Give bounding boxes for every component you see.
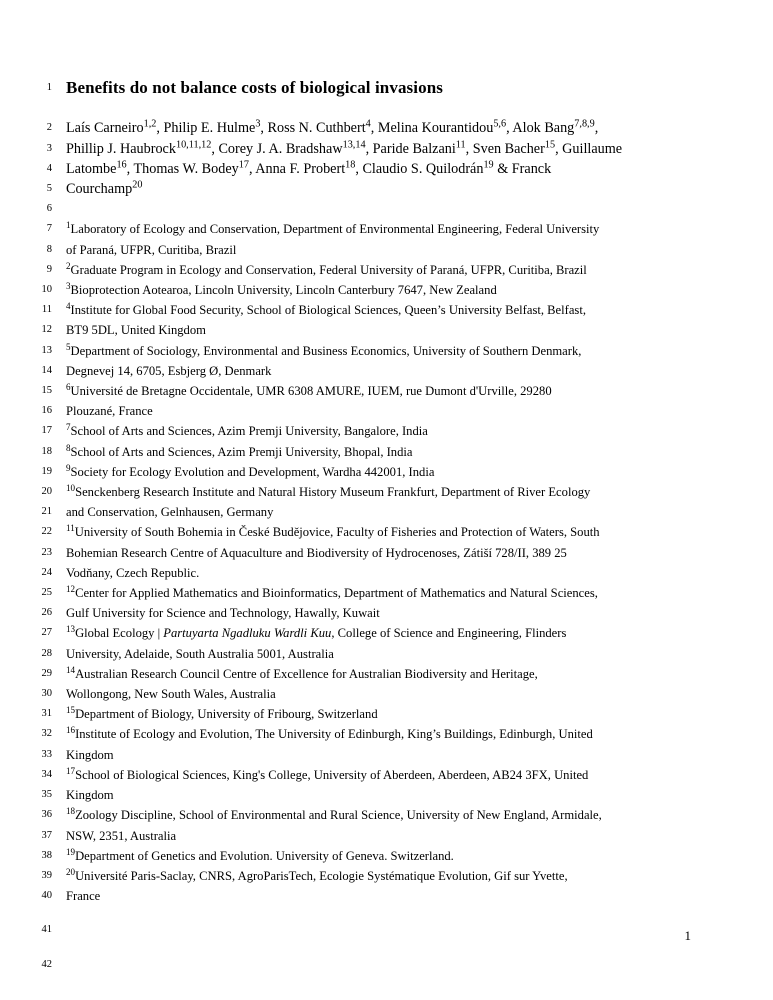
- line-number: 35: [41, 789, 52, 801]
- affiliation-line: [66, 826, 773, 846]
- affiliation-marker: 15: [544, 138, 556, 150]
- line-number: 9: [46, 263, 52, 275]
- plain-text: , Alok Bang: [506, 120, 575, 137]
- affiliation-line: [66, 785, 773, 805]
- plain-text: Laboratory of Ecology and Conservation, Department of Environmental Engineering, Federal University: [70, 222, 600, 237]
- text-line: [0, 664, 773, 684]
- text-line: [0, 805, 773, 825]
- line-number: 4: [46, 162, 52, 174]
- affiliation-marker: 7,8,9: [574, 118, 595, 130]
- line-number: 33: [41, 748, 52, 760]
- line-number: 23: [41, 546, 52, 558]
- text-line: [0, 684, 773, 704]
- plain-text: Plouzané, France: [66, 404, 153, 419]
- line-number: 6: [46, 203, 52, 215]
- line-number: 13: [41, 344, 52, 356]
- text-line: [0, 644, 773, 664]
- plain-text: University of South Bohemia in České Budějovice, Faculty of Fisheries and Protection of Waters, South: [74, 525, 600, 540]
- plain-text: School of Biological Sciences, King's College, University of Aberdeen, Aberdeen, AB24 3FX, United: [75, 767, 589, 782]
- blank-lines-after-authors: [0, 199, 773, 219]
- italic-text: Partuyarta Ngadluku Wardli Kuu: [163, 626, 332, 641]
- line-number: 29: [41, 667, 52, 679]
- text-line: [0, 240, 773, 260]
- plain-text: Wollongong, New South Wales, Australia: [66, 687, 276, 702]
- line-number: 24: [41, 566, 52, 578]
- line-number: 30: [41, 688, 52, 700]
- line-number: 36: [41, 809, 52, 821]
- affiliation-line: [66, 219, 773, 239]
- text-line: [0, 280, 773, 300]
- affiliation-marker: 14: [66, 664, 76, 675]
- line-number: 27: [41, 627, 52, 639]
- plain-text: , Thomas W. Bodey: [126, 160, 239, 177]
- plain-text: BT9 5DL, United Kingdom: [66, 323, 206, 338]
- affiliation-marker: 18: [345, 159, 356, 171]
- affiliation-line: [66, 421, 773, 441]
- text-line: [0, 826, 773, 846]
- line-number: 11: [41, 304, 52, 316]
- plain-text: Courchamp: [66, 181, 133, 197]
- text-line: [0, 159, 773, 179]
- affiliation-marker: 2: [66, 260, 71, 271]
- plain-text: NSW, 2351, Australia: [66, 828, 177, 843]
- affiliation-marker: 10,11,12: [175, 138, 212, 150]
- affiliation-line: [66, 664, 773, 684]
- affiliation-marker: 7: [66, 422, 71, 433]
- text-line: [0, 260, 773, 280]
- plain-text: Australian Research Council Centre of Excellence for Australian Biodiversity and Heritage,: [75, 666, 538, 681]
- line-number: 18: [41, 445, 52, 457]
- line-number: 2: [46, 122, 52, 134]
- affiliation-marker: 19: [66, 846, 76, 857]
- author-line: [66, 139, 773, 159]
- line-number: 41: [41, 924, 52, 936]
- plain-text: Phillip J. Haubrock: [66, 140, 176, 157]
- affiliation-line: [66, 482, 773, 502]
- affiliation-marker: 1: [66, 220, 71, 231]
- plain-text: Society for Ecology Evolution and Development, Wardha 442001, India: [70, 464, 435, 479]
- text-line: [0, 704, 773, 724]
- affiliation-marker: 6: [66, 381, 71, 392]
- line-number: 1: [46, 82, 52, 93]
- affiliation-line: [66, 260, 773, 280]
- plain-text: Department of Biology, University of Fribourg, Switzerland: [75, 707, 378, 722]
- plain-text: , Anna F. Probert: [248, 160, 346, 177]
- affiliation-line: [66, 320, 773, 340]
- affiliation-marker: 15: [66, 705, 76, 716]
- text-line: [0, 886, 773, 906]
- plain-text: Department of Sociology, Environmental and Business Economics, University of Southern Denmark,: [70, 343, 582, 358]
- affiliation-marker: 12: [66, 583, 76, 594]
- line-number: 17: [41, 425, 52, 437]
- plain-text: Institute of Ecology and Evolution, The University of Edinburgh, King’s Buildings, Edinburgh, United: [75, 727, 593, 742]
- text-line: [0, 462, 773, 482]
- line-number: 31: [41, 708, 52, 720]
- plain-text: France: [66, 889, 101, 904]
- plain-text: Bioprotection Aotearoa, Lincoln University, Lincoln Canterbury 7647, New Zealand: [70, 283, 497, 298]
- plain-text: , Sven Bacher: [465, 140, 545, 157]
- line-number: 40: [41, 890, 52, 902]
- text-line: [0, 785, 773, 805]
- text-line: [0, 341, 773, 361]
- line-number: 32: [41, 728, 52, 740]
- line-number: 20: [41, 486, 52, 498]
- plain-text: , Paride Balzani: [365, 140, 456, 157]
- affiliation-marker: 3: [66, 280, 71, 291]
- affiliation-line: [66, 381, 773, 401]
- page-number: 1: [684, 928, 691, 943]
- text-line: [0, 381, 773, 401]
- affiliation-marker: 20: [132, 179, 143, 191]
- line-number: 34: [41, 768, 52, 780]
- affiliation-line: [66, 603, 773, 623]
- affiliation-line: [66, 401, 773, 421]
- spacer-row: [0, 98, 773, 118]
- plain-text: , Guillaume: [555, 140, 623, 157]
- manuscript-body: [0, 78, 773, 975]
- line-number: 28: [41, 647, 52, 659]
- text-line: [0, 623, 773, 643]
- plain-text: Department of Genetics and Evolution. University of Geneva. Switzerland.: [75, 848, 454, 863]
- text-line: [0, 955, 773, 975]
- line-number: 21: [41, 506, 52, 518]
- affiliation-marker: 11: [455, 138, 466, 150]
- text-line: [0, 442, 773, 462]
- affiliation-line: [66, 886, 773, 906]
- affiliation-marker: 18: [66, 806, 76, 817]
- line-number: 19: [41, 465, 52, 477]
- affiliation-line: [66, 361, 773, 381]
- affiliation-line: [66, 805, 773, 825]
- affiliation-marker: 13: [66, 624, 76, 635]
- plain-text: Graduate Program in Ecology and Conservation, Federal University of Paraná, UFPR, Curitiba, Brazil: [70, 262, 587, 277]
- affiliation-line: [66, 765, 773, 785]
- line-number: 7: [46, 223, 52, 235]
- plain-text: , Philip E. Hulme: [156, 120, 256, 137]
- affiliation-line: [66, 623, 773, 643]
- line-number: 14: [41, 364, 52, 376]
- line-number: 12: [41, 324, 52, 336]
- text-line: [0, 603, 773, 623]
- page-title: Benefits do not balance costs of biological invasions: [66, 78, 443, 97]
- text-line: [0, 502, 773, 522]
- affiliation-marker: 5,6: [493, 118, 507, 130]
- line-number: 42: [41, 958, 52, 970]
- affiliation-line: [66, 745, 773, 765]
- line-number: 38: [41, 849, 52, 861]
- line-number: 22: [41, 526, 52, 538]
- plain-text: Kingdom: [66, 788, 114, 803]
- plain-text: Laís Carneiro: [66, 120, 144, 137]
- text-line: [0, 482, 773, 502]
- plain-text: School of Arts and Sciences, Azim Premji University, Bangalore, India: [70, 424, 428, 439]
- text-line: [0, 920, 773, 940]
- affiliation-line: [66, 522, 773, 542]
- affiliation-marker: 13,14: [342, 138, 366, 150]
- text-line: [0, 219, 773, 239]
- text-line: [0, 724, 773, 744]
- trailing-blank-lines: [0, 920, 773, 974]
- plain-text: of Paraná, UFPR, Curitiba, Brazil: [66, 242, 237, 257]
- plain-text: Senckenberg Research Institute and Natural History Museum Frankfurt, Department of River Ecology: [75, 485, 591, 500]
- affiliation-marker: 4: [66, 301, 71, 312]
- affiliation-list: [0, 219, 773, 906]
- text-line: [0, 139, 773, 159]
- text-line: [0, 543, 773, 563]
- affiliation-line: [66, 704, 773, 724]
- affiliation-line: [66, 846, 773, 866]
- plain-text: & Franck: [493, 160, 552, 177]
- affiliation-marker: 11: [66, 523, 75, 534]
- plain-text: , Melina Kourantidou: [370, 120, 494, 137]
- affiliation-marker: 5: [66, 341, 71, 352]
- line-number: 37: [41, 829, 52, 841]
- affiliation-marker: 4: [365, 118, 371, 130]
- line-number: 10: [41, 284, 52, 296]
- plain-text: Global Ecology |: [75, 626, 164, 641]
- line-number: 26: [41, 607, 52, 619]
- plain-text: , Corey J. A. Bradshaw: [211, 140, 343, 157]
- text-line: [0, 320, 773, 340]
- plain-text: Gulf University for Science and Technology, Hawally, Kuwait: [66, 606, 380, 621]
- affiliation-line: [66, 462, 773, 482]
- affiliation-marker: 17: [238, 159, 249, 171]
- affiliation-marker: 3: [255, 118, 261, 130]
- plain-text: Center for Applied Mathematics and Bioinformatics, Department of Mathematics and Natural Sciences,: [75, 586, 598, 601]
- affiliation-marker: 10: [66, 482, 76, 493]
- line-number: 15: [41, 385, 52, 397]
- affiliation-line: [66, 724, 773, 744]
- author-line: [66, 179, 773, 199]
- text-line: [0, 199, 773, 219]
- text-line: [0, 361, 773, 381]
- text-line: [0, 745, 773, 765]
- plain-text: Vodňany, Czech Republic.: [66, 565, 200, 580]
- text-line: [0, 583, 773, 603]
- affiliation-line: [66, 563, 773, 583]
- line-number: 3: [46, 142, 52, 154]
- line-number: 39: [41, 869, 52, 881]
- plain-text: , Claudio S. Quilodrán: [355, 160, 484, 177]
- affiliation-line: [66, 543, 773, 563]
- affiliation-marker: 8: [66, 442, 71, 453]
- plain-text: Kingdom: [66, 747, 114, 762]
- affiliation-line: [66, 502, 773, 522]
- plain-text: Bohemian Research Centre of Aquaculture and Biodiversity of Hydrocenoses, Zátiší 728/II, 389 25: [66, 545, 567, 560]
- text-line: [0, 300, 773, 320]
- affiliation-marker: 19: [483, 159, 494, 171]
- plain-text: , College of Science and Engineering, Flinders: [331, 626, 567, 641]
- plain-text: Institute for Global Food Security, School of Biological Sciences, Queen’s University Belfast, Belfast,: [70, 303, 586, 318]
- text-line: [0, 866, 773, 886]
- text-line: [0, 401, 773, 421]
- affiliation-line: [66, 300, 773, 320]
- text-line: [0, 846, 773, 866]
- plain-text: Latombe: [66, 160, 117, 177]
- plain-text: Université Paris-Saclay, CNRS, AgroParisTech, Ecologie Systématique Evolution, Gif sur Yvette,: [75, 868, 568, 883]
- plain-text: Université de Bretagne Occidentale, UMR 6308 AMURE, IUEM, rue Dumont d'Urville, 29280: [70, 384, 552, 399]
- text-line: [0, 421, 773, 441]
- plain-text: ,: [594, 120, 599, 137]
- plain-text: University, Adelaide, South Australia 5001, Australia: [66, 646, 334, 661]
- affiliation-marker: 16: [116, 159, 127, 171]
- affiliation-line: [66, 240, 773, 260]
- affiliation-line: [66, 280, 773, 300]
- affiliation-marker: 20: [66, 866, 76, 877]
- affiliation-marker: 9: [66, 462, 71, 473]
- affiliation-line: [66, 442, 773, 462]
- affiliation-marker: 16: [66, 725, 76, 736]
- author-list: [0, 118, 773, 199]
- line-number: 5: [46, 183, 52, 194]
- text-line: [0, 179, 773, 199]
- line-number: 25: [41, 587, 52, 599]
- line-number: 8: [46, 243, 52, 255]
- affiliation-marker: 17: [66, 765, 76, 776]
- affiliation-line: [66, 583, 773, 603]
- affiliation-line: [66, 866, 773, 886]
- affiliation-line: [66, 684, 773, 704]
- affiliation-line: [66, 644, 773, 664]
- affiliation-marker: 1,2: [143, 118, 157, 130]
- plain-text: School of Arts and Sciences, Azim Premji University, Bhopal, India: [70, 444, 413, 459]
- plain-text: Zoology Discipline, School of Environmental and Rural Science, University of New England, Armidale,: [75, 808, 602, 823]
- author-line: [66, 159, 773, 179]
- title-row: [0, 78, 773, 98]
- text-line: [0, 522, 773, 542]
- plain-text: Degnevej 14, 6705, Esbjerg Ø, Denmark: [66, 363, 272, 378]
- plain-text: and Conservation, Gelnhausen, Germany: [66, 505, 274, 520]
- text-line: [0, 563, 773, 583]
- text-line: [0, 765, 773, 785]
- line-number: 16: [41, 405, 52, 417]
- author-line: [66, 118, 773, 138]
- plain-text: , Ross N. Cuthbert: [260, 120, 366, 137]
- text-line: [0, 118, 773, 138]
- affiliation-line: [66, 341, 773, 361]
